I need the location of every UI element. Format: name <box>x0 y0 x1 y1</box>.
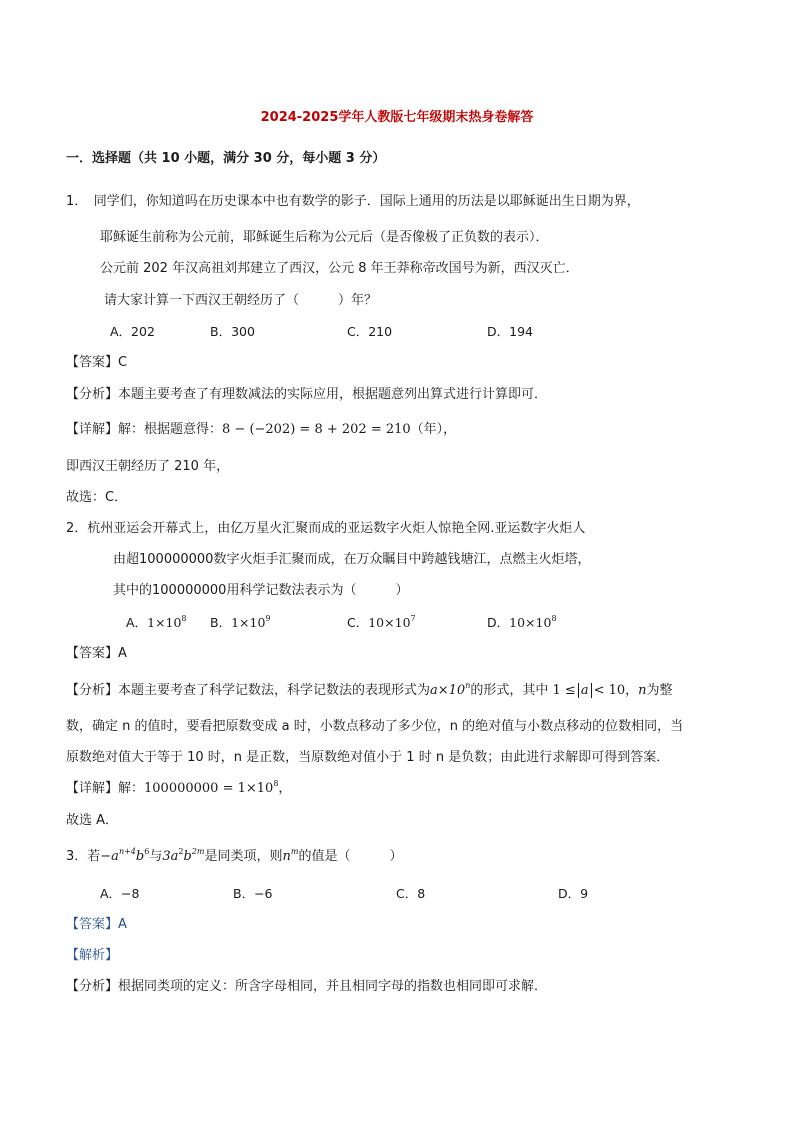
q2-analysis-line-2: 数，确定 n 的值时，要看把原数变成 a 时，小数点移动了多少位，n 的绝对值与小数点移动的位数相同，当 <box>66 719 684 734</box>
q3-stem <box>66 848 402 866</box>
q2-option-d-exponent: 8 <box>551 613 557 623</box>
q2-detail <box>66 780 291 798</box>
q2-analysis-ineq-abs: a <box>578 683 592 698</box>
q3-term-2-exponent: 2 <box>178 846 184 856</box>
q2-analysis-ineq-right: < 10， <box>593 683 639 698</box>
q3-term-1-b: b <box>135 849 145 864</box>
q3-term-2: 3a <box>162 849 179 864</box>
q2-analysis-formula: a×10 <box>430 683 466 698</box>
q3-term-2-b: b <box>183 849 192 864</box>
q1-option-c: C．210 <box>347 324 393 339</box>
q2-detail-equation: 100000000 = 1×10 <box>144 781 274 796</box>
q3-option-c: C．8 <box>396 886 426 901</box>
q3-stem-text-a: 3．若 <box>66 849 101 864</box>
q2-option-b-label: B． <box>210 615 232 630</box>
q3-option-a: A．−8 <box>100 886 140 901</box>
q3-term-1: −a <box>100 849 119 864</box>
q2-option-d-base: 10×10 <box>509 615 552 630</box>
q2-detail-tail: ， <box>278 781 292 796</box>
q2-option-c-exponent: 7 <box>410 613 416 623</box>
q2-analysis-ineq-left: 1 ≤ <box>552 683 576 698</box>
q2-option-d <box>487 614 557 632</box>
q1-detail-conclusion: 即西汉王朝经历了 210 年， <box>66 459 230 474</box>
q1-option-a: A．202 <box>110 324 155 339</box>
q3-analysis-heading: 【解析】 <box>66 948 119 963</box>
q3-stem-text-mid: 与 <box>149 849 163 864</box>
q2-option-b-exponent: 9 <box>265 613 271 623</box>
q1-detail-tail: （年）， <box>410 422 457 437</box>
q2-option-a-base: 1×10 <box>147 615 182 630</box>
q2-analysis-text-a: 【分析】本题主要考查了科学记数法，科学记数法的表现形式为 <box>66 683 431 698</box>
q2-line-2: 由超100000000数字火炬手汇聚而成，在万众瞩目中跨越钱塘江，点燃主火炬塔， <box>113 552 591 567</box>
q3-term-1-exponent: n+4 <box>118 846 136 856</box>
q3-term-2-b-exponent: 2m <box>191 846 205 856</box>
q2-line-1: 2．杭州亚运会开幕式上，由亿万星火汇聚而成的亚运数字火炬人惊艳全网.亚运数字火炬人 <box>66 521 586 536</box>
q2-answer: 【答案】A <box>66 646 127 661</box>
q2-option-a-label: A． <box>126 615 148 630</box>
q1-detail-equation: 8 − (−202) = 8 + 202 = 210 <box>222 422 411 437</box>
q1-line-2: 耶稣诞生前称为公元前，耶稣诞生后称为公元后（是否像极了正负数的表示）． <box>100 230 549 245</box>
q2-analysis-text-b: 的形式，其中 <box>470 683 549 698</box>
q2-analysis-text-c: 为整 <box>646 683 673 698</box>
q1-line-3: 公元前 202 年汉高祖刘邦建立了西汉，公元 8 年王莽称帝改国号为新，西汉灭亡． <box>100 261 579 276</box>
q3-n-exponent: m <box>290 846 299 856</box>
q1-detail <box>66 421 456 439</box>
q1-choice: 故选：C． <box>66 490 128 505</box>
q3-term-1-b-exponent: 6 <box>144 846 150 856</box>
q3-n: n <box>282 849 291 864</box>
q1-answer: 【答案】C <box>66 355 128 370</box>
q2-option-b <box>210 614 271 632</box>
q2-choice: 故选 A． <box>66 813 119 828</box>
q3-answer: 【答案】A <box>66 917 127 932</box>
q2-analysis-line-1 <box>66 682 673 700</box>
q2-detail-exponent: 8 <box>273 778 279 788</box>
q1-option-d: D．194 <box>487 324 533 339</box>
q1-line-4: 请大家计算一下西汉王朝经历了（ ）年？ <box>104 293 378 308</box>
page-title: 2024-2025学年人教版七年级期末热身卷解答 <box>260 110 534 125</box>
q3-option-d: D．9 <box>558 886 589 901</box>
q3-option-b: B．−6 <box>233 886 273 901</box>
q3-analysis: 【分析】根据同类项的定义：所含字母相同，并且相同字母的指数也相同即可求解． <box>66 979 548 994</box>
q2-option-a <box>126 614 187 632</box>
q2-line-3: 其中的100000000用科学记数法表示为（ ） <box>113 583 409 598</box>
q1-option-b: B．300 <box>210 324 255 339</box>
q3-stem-text-b: 是同类项，则 <box>204 849 283 864</box>
q2-option-d-label: D． <box>487 615 510 630</box>
q1-analysis: 【分析】本题主要考查了有理数减法的实际应用，根据题意列出算式进行计算即可． <box>66 387 548 402</box>
q2-detail-label: 【详解】解： <box>66 781 145 796</box>
q2-option-a-exponent: 8 <box>181 613 187 623</box>
q3-stem-text-c: 的值是（ ） <box>298 849 403 864</box>
q2-option-c-base: 10×10 <box>368 615 411 630</box>
q2-analysis-line-3: 原数绝对值大于等于 10 时，n 是正数，当原数绝对值小于 1 时 n 是负数；由此进行求解即可得到答案． <box>66 750 670 765</box>
section-heading: 一．选择题（共 10 小题，满分 30 分，每小题 3 分） <box>66 151 386 166</box>
q2-analysis-formula-exponent: n <box>465 680 471 690</box>
q2-option-b-base: 1×10 <box>231 615 266 630</box>
q2-analysis-n: n <box>638 683 647 698</box>
q2-option-c <box>347 614 416 632</box>
q2-option-c-label: C． <box>347 615 369 630</box>
q1-line-1: 1． 同学们，你知道吗在历史课本中也有数学的影子．国际上通用的历法是以耶稣诞出生日期为界， <box>66 194 640 209</box>
q1-detail-label: 【详解】解：根据题意得： <box>66 422 223 437</box>
